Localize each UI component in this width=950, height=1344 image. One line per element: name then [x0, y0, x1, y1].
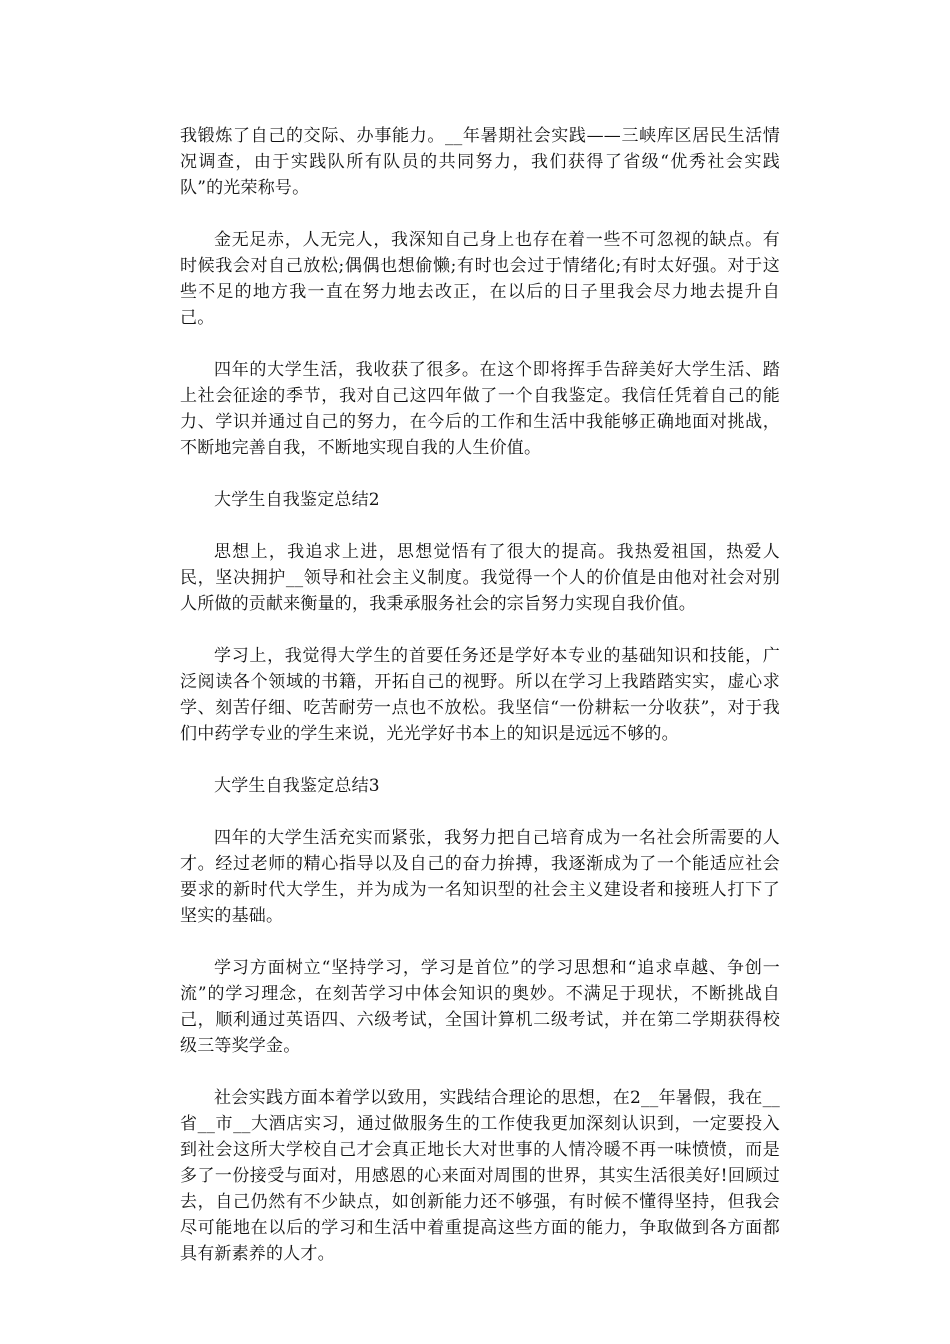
paragraph-continuation: 我锻炼了自己的交际、办事能力。__年暑期社会实践——三峡库区居民生活情况调查，由于实践队所有队员的共同努力，我们获得了省级“优秀社会实践队”的光荣称号。: [180, 126, 780, 198]
section-heading-3: 大学生自我鉴定总结3: [214, 776, 380, 796]
paragraph-four-years: 四年的大学生活，我收获了很多。在这个即将挥手告辞美好大学生活、踏上社会征途的季节，我对自己这四年做了一个自我鉴定。我信任凭着自己的能力、学识并通过自己的努力，在今后的工作和生活中我能够正确地面对挑战，不断地完善自我，不断地实现自我的人生价值。: [180, 360, 780, 458]
paragraph-learning: 学习方面树立“坚持学习，学习是首位”的学习思想和“追求卓越、争创一流”的学习理念，在刻苦学习中体会知识的奥妙。不满足于现状，不断挑战自己，顺利通过英语四、六级考试，全国计算机二级考试，并在第二学期获得校级三等奖学金。: [180, 958, 780, 1056]
paragraph-ideology: 思想上，我追求上进，思想觉悟有了很大的提高。我热爱祖国，热爱人民，坚决拥护__领导和社会主义制度。我觉得一个人的价值是由他对社会对别人所做的贡献来衡量的，我秉承服务社会的宗旨努力实现自我价值。: [180, 542, 780, 614]
paragraph-college-life: 四年的大学生活充实而紧张，我努力把自己培育成为一名社会所需要的人才。经过老师的精心指导以及自己的奋力拚搏，我逐渐成为了一个能适应社会要求的新时代大学生，并为成为一名知识型的社会主义建设者和接班人打下了坚实的基础。: [180, 828, 780, 926]
document-body: [180, 123, 780, 1293]
paragraph-shortcomings: 金无足赤，人无完人，我深知自己身上也存在着一些不可忽视的缺点。有时候我会对自己放松;偶偶也想偷懒;有时也会过于情绪化;有时太好强。对于这些不足的地方我一直在努力地去改正，在以后的日子里我会尽力地去提升自己。: [180, 230, 780, 328]
paragraph-social-practice: 社会实践方面本着学以致用，实践结合理论的思想，在2__年暑假，我在__省__市__大酒店实习，通过做服务生的工作使我更加深刻认识到，一定要投入到社会这所大学校自己才会真正地长大对世事的人情冷暖不再一味愤愤，而是多了一份接受与面对，用感恩的心来面对周围的世界，其实生活很美好!回顾过去，自己仍然有不少缺点，如创新能力还不够强，有时候不懂得坚持，但我会尽可能地在以后的学习和生活中着重提高这些方面的能力，争取做到各方面都具有新素养的人才。: [180, 1088, 780, 1264]
section-heading-2: 大学生自我鉴定总结2: [214, 490, 380, 510]
paragraph-study: 学习上，我觉得大学生的首要任务还是学好本专业的基础知识和技能，广泛阅读各个领域的书籍，开拓自己的视野。所以在学习上我踏踏实实，虚心求学、刻苦仔细、吃苦耐劳一点也不放松。我坚信“一份耕耘一分收获”，对于我们中药学专业的学生来说，光光学好书本上的知识是远远不够的。: [180, 646, 780, 744]
